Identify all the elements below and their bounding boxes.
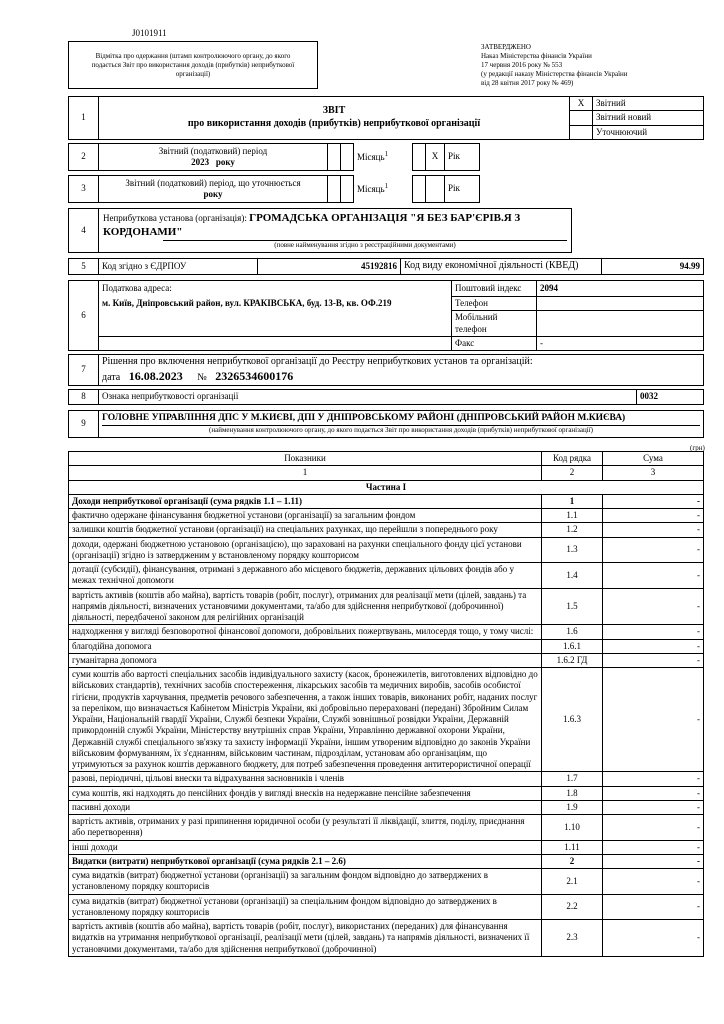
month-label-cell [354,176,413,203]
organization-cell [99,209,572,253]
table-row [69,537,704,563]
row-number: 6 [69,281,99,351]
indicator-text: Доходи неприбуткової організації (сума рядків 1.1 – 1.11) [69,494,542,508]
row-number: 2 [69,144,99,171]
address-label: Податкова адреса: [99,281,452,297]
kved-value[interactable]: 94.99 [602,259,704,275]
row-number: 3 [69,176,99,203]
row-number: 4 [69,209,99,253]
table-row [69,854,704,868]
indicator-sum[interactable]: - [603,537,704,563]
tax-office-cell [99,411,704,438]
part-title: Частина I [69,480,704,494]
month-label: Місяць [357,184,385,195]
indicator-code: 2.1 [542,869,603,895]
approved-line: (у редакції наказу Міністерства фінансів України [481,70,628,79]
footnote-mark: 1 [384,150,389,159]
postal-label: Поштовий індекс [452,281,537,297]
fax-label: Факс [452,336,537,350]
table-row [69,494,704,508]
registry-date-label: дата [102,371,121,383]
indicator-code: 1.11 [542,840,603,854]
organization-table [68,208,572,253]
indicator-code: 1.1 [542,509,603,523]
report-type-label: Уточнюючий [593,125,704,139]
indicator-code: 1.9 [542,800,603,814]
indicator-text: пасивні доходи [69,800,542,814]
header-indicators: Показники [69,452,542,466]
indicator-text: вартість активів (коштів або майна), вартість товарів (робіт, послуг), використаних (переданих) для фінансування видатків на утримання неприбуткової організації, реалізації мети (цілей, завдань) та напрямів діяльності, визначених її установчими документами, та/або для здійснення неприбуткової (доброчинної) [69,920,542,957]
tax-office-note: (найменування контролюючого органу, до якого подається Звіт про використання доходів (прибутків) неприбуткової організації) [102,425,700,435]
indicator-text: сума видатків (витрат) бюджетної установи (організації) за загальним фондом відповідно до затверджених в установленому порядку кошторисів [69,869,542,895]
approved-line: 17 червня 2016 року № 553 [481,61,563,70]
indicator-text: фактично одержане фінансування бюджетної установи (організації) за загальним фондом [69,509,542,523]
indicator-text: дотації (субсидії), фінансування, отримані з державного або місцевого бюджетів, державних цільових фондів або у межах технічної допомоги [69,563,542,589]
month-box[interactable] [341,176,354,203]
row-number: 9 [69,411,99,438]
row-number: 8 [69,390,99,405]
period-cell [99,144,328,171]
indicator-code: 1.6.1 [542,639,603,653]
header-num: 2 [542,466,603,480]
header-num: 3 [603,466,704,480]
form-code: J0101911 [132,28,167,38]
year-mark[interactable]: X [426,144,445,171]
indicator-text: інші доходи [69,840,542,854]
footnote-mark: 1 [384,182,389,191]
indicator-code: 2.3 [542,920,603,957]
approved-line: від 28 квітня 2017 року № 469) [481,79,574,88]
tax-office-table [68,410,704,438]
header-code: Код рядка [542,452,603,466]
indicator-sum[interactable]: - [603,653,704,667]
stamp-box [68,41,318,89]
organization-name: ГРОМАДСЬКА ОРГАНІЗАЦІЯ "Я БЕЗ БАР'ЄРІВ.Я З КОРДОНАМИ" [103,212,521,238]
report-type-label: Звітний [593,97,704,111]
report-title-table [68,96,704,140]
period-correct-label: Звітний (податковий) період, що уточнюється [125,177,301,188]
indicator-text: суми коштів або вартості спеціальних засобів індивідуального захисту (касок, бронежилетів, виготовлених відповідно до військових стандартів), технічних засобів спостереження, лікарських засобів та медичних виробів, засобів особистої гігієни, продуктів харчування, предметів речового забезпечення, а також інших товарів, виконаних робіт, наданих послуг за переліком, що визначається Кабінетом Міністрів України, які добровільно перераховані (передані) Збройним Силам України, Національній гвардії України, Службі безпеки України, Службі зовнішньої розвідки України, Державній прикордонній службі України, Міністерству внутрішніх справ України, Управлінню державної охорони України, Державній службі спеціального зв'язку та захисту інформації України, іншим утвореним відповідно до законів України військовим формуванням, їх з'єднанням, військовим частинам, підрозділам, установам або організаціям, що утримуються за рахунок коштів державного бюджету, для потреб забезпечення проведення антитерористичної операції [69,668,542,772]
indicator-sum[interactable]: - [603,815,704,841]
mobile-value[interactable] [537,311,704,337]
indicator-code: 2.2 [542,894,603,920]
indicator-sum[interactable]: - [603,920,704,957]
edrpou-value[interactable]: 45192816 [258,259,401,275]
registry-number-label: № [197,371,207,383]
report-title-main: ЗВІТ [322,105,346,117]
nonprofit-sign-label: Ознака неприбутковості організації [99,390,637,405]
header-sum: Сума [603,452,704,466]
kved-label: Код виду економічної діяльності (КВЕД) [401,259,602,275]
table-row [69,920,704,957]
indicators-body [69,494,704,956]
indicator-sum[interactable]: - [603,625,704,639]
indicator-sum[interactable]: - [603,563,704,589]
report-type-mark[interactable]: X [570,97,593,111]
month-box[interactable] [328,176,341,203]
indicator-sum[interactable]: - [603,668,704,772]
indicator-code: 1.6.3 [542,668,603,772]
indicator-code: 1.2 [542,523,603,537]
approved-block [481,43,711,88]
registry-number[interactable]: 2326534600176 [215,368,294,383]
year-label: Рік [445,144,480,171]
table-row [69,509,704,523]
indicators-table [68,451,704,957]
table-row [69,772,704,786]
indicator-sum[interactable]: - [603,894,704,920]
approved-title: ЗАТВЕРДЖЕНО [481,43,531,51]
indicator-sum[interactable]: - [603,772,704,786]
indicator-text: надходження у вигляді безповоротної фінансової допомоги, добровільних пожертвувань, милосердя тощо, у тому числі: [69,625,542,639]
indicator-code: 2 [542,854,603,868]
period-year-suffix: року [215,157,235,167]
codes-table [68,258,704,275]
indicator-sum[interactable]: - [603,854,704,868]
table-row [69,894,704,920]
month-box[interactable] [341,144,354,171]
report-title [99,97,570,140]
report-type-mark[interactable] [570,111,593,125]
registry-cell [99,355,704,386]
indicator-sum[interactable]: - [603,494,704,508]
period-correct-cell [99,176,328,203]
indicator-code: 1.7 [542,772,603,786]
month-box[interactable] [413,144,426,171]
indicator-text: вартість активів, отриманих у разі припинення юридичної особи (у результаті її ліквідації, злиття, поділу, приєднання або перетворення) [69,815,542,841]
table-row [69,563,704,589]
nonprofit-sign-value[interactable]: 0032 [637,390,704,405]
indicator-code: 1.6 [542,625,603,639]
indicator-text: сума видатків (витрат) бюджетної установи (організації) за спеціальним фондом відповідно до затверджених в установленому порядку кошторисів [69,894,542,920]
nonprofit-sign-table [68,389,704,405]
table-row [69,800,704,814]
report-title-sub: про використання доходів (прибутків) неприбуткової організації [187,117,481,129]
indicator-code: 1.5 [542,588,603,625]
period-year[interactable]: 2023 [191,157,210,167]
indicator-code: 1.6.2 ГД [542,653,603,667]
phone-value[interactable] [537,297,704,311]
indicator-code: 1.3 [542,537,603,563]
row-number: 1 [69,97,99,140]
indicator-text: гуманітарна допомога [69,653,542,667]
table-row [69,588,704,625]
period-label: Звітний (податковий) період [158,145,268,156]
postal-value[interactable]: 2094 [537,281,704,297]
indicator-sum[interactable]: - [603,786,704,800]
indicator-code: 1 [542,494,603,508]
table-row [69,815,704,841]
organization-note: (повне найменування згідно з реєстраційними документами) [163,240,567,250]
indicator-text: доходи, одержані бюджетною установою (організацією), що зараховані на рахунки спеціального фонду цієї установи (організації) згідно із затвердженим у встановленому порядку кошторисом [69,537,542,563]
table-row [69,639,704,653]
table-row [69,840,704,854]
indicator-text: залишки коштів бюджетної установи (організації) на спеціальних рахунках, що перейшли з попереднього року [69,523,542,537]
approved-line: Наказ Міністерства фінансів України [481,52,592,61]
address-value[interactable]: м. Київ, Дніпровський район, вул. КРАКІВСЬКА, буд. 13-В, кв. ОФ.219 [99,297,452,337]
tax-office-name[interactable]: ГОЛОВНЕ УПРАВЛІННЯ ДПС У М.КИЄВІ, ДПІ У ДНІПРОВСЬКОМУ РАЙОНІ (ДНІПРОВСЬКИЙ РАЙОН М.КИЄВА) [102,413,626,424]
indicator-sum[interactable]: - [603,523,704,537]
table-row [69,653,704,667]
report-type-label: Звітний новий [593,111,704,125]
indicator-sum[interactable]: - [603,800,704,814]
indicator-text: Видатки (витрати) неприбуткової організації (сума рядків 2.1 – 2.6) [69,854,542,868]
indicator-text: сума коштів, які надходять до пенсійних фондів у вигляді внесків на недержавне пенсійне забезпечення [69,786,542,800]
currency-label: (грн) [690,444,705,452]
month-box[interactable] [328,144,341,171]
year-mark[interactable] [426,176,445,203]
stamp-text: Відмітка про одержання (штамп контролюючого органу, до якого подається Звіт про використання доходів (прибутків) неприбуткової організації) [91,52,295,78]
organization-label: Неприбуткова установа (організація): [103,213,247,223]
period-correct-table [68,175,480,203]
table-row [69,786,704,800]
indicator-code: 1.10 [542,815,603,841]
table-row [69,523,704,537]
mobile-label-cell [452,311,537,337]
header-num: 1 [69,466,542,480]
mobile-label: телефон [455,323,487,334]
registry-table [68,354,704,386]
indicator-code: 1.4 [542,563,603,589]
report-type-mark[interactable] [570,125,593,139]
indicator-sum[interactable]: - [603,639,704,653]
month-box[interactable] [413,176,426,203]
edrpou-label: Код згідно з ЄДРПОУ [99,259,258,275]
indicator-sum[interactable]: - [603,840,704,854]
table-row [69,869,704,895]
registry-label: Рішення про включення неприбуткової організації до Реєстру неприбуткових установ та організацій: [102,356,533,367]
period-table [68,143,480,171]
period-correct-suffix: року [203,189,223,199]
year-label: Рік [445,176,480,203]
indicator-text: благодійна допомога [69,639,542,653]
table-row [69,668,704,772]
indicator-sum[interactable]: - [603,588,704,625]
row-number: 5 [69,259,99,275]
indicator-sum[interactable]: - [603,869,704,895]
month-label-cell [354,144,413,171]
address-table [68,280,704,351]
phone-label: Телефон [452,297,537,311]
indicator-sum[interactable]: - [603,509,704,523]
address-extra [99,336,452,350]
mobile-label: Мобільний [455,312,498,323]
month-label: Місяць [357,152,385,163]
fax-value[interactable]: - [537,336,704,350]
indicator-text: разові, періодичні, цільові внески та відрахування засновників і членів [69,772,542,786]
indicator-code: 1.8 [542,786,603,800]
indicator-text: вартість активів (коштів або майна), вартість товарів (робіт, послуг), отриманих для реалізації мети (цілей, завдань) та напрямів діяльності, визначених установчими документами, та/або для здійснення неприбуткової (доброчинної) діяльності, передбаченої законом для релігійних організацій [69,588,542,625]
table-row [69,625,704,639]
row-number: 7 [69,355,99,386]
registry-date[interactable]: 16.08.2023 [128,368,183,383]
